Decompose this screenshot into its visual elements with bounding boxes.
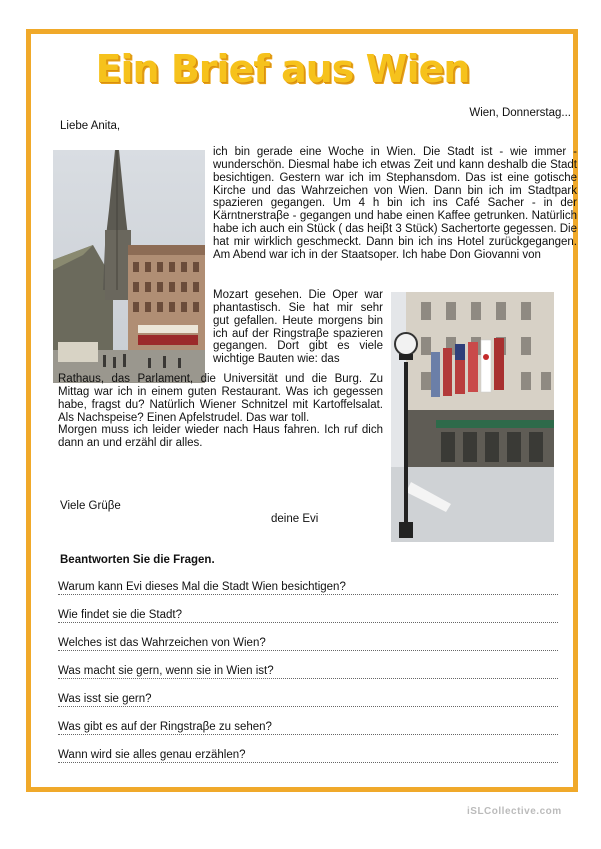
question-item [58,609,558,637]
question-item [58,665,558,693]
question-item [58,637,558,665]
ringstrasse-hotel-photo [391,292,554,542]
answer-line[interactable] [58,762,558,763]
answer-line[interactable] [58,706,558,707]
letter-closing: Viele Grüβe [60,500,121,512]
letter-paragraph-1: ich bin gerade eine Woche in Wien. Die Stadt ist - wie immer - wunderschön. Diesmal habe ich etwas Zeit und kann deshalb die Stadt besichtigen. Gestern war ich im Stephansdom. Das ist eine gotische Kirche und das Wahrzeichen von Wien. Dann bin ich im Stadtpark spazieren gegangen. Um 4 h bin ich ins Café Sacher - in der Kärntnerstraβe - gegangen und habe einen Kaffee getrunken. Natürlich habe ich auch ein Stück ( das heiβt 3 Stück) Sachertorte gegessen. Die hat mir wirklich geschmeckt. Dann bin ich ins Hotel zurückgegangen. Am Abend war ich in der Staatsoper. Ich habe Don Giovanni von [213,146,577,261]
stephansdom-photo [53,150,205,383]
answer-line[interactable] [58,678,558,679]
question-item [58,581,558,609]
answer-line[interactable] [58,650,558,651]
letter-paragraph-3-text: Rathaus, das Parlament, die Universität und die Burg. Zu Mittag war ich in einem guten Restaurant. Was ich gegessen habe, fragst du? Natürlich Wiener Schnitzel mit Kartoffelsalat. Als Nachspeise? Einen Apfelstrudel. Das war toll. [58,373,383,424]
place-date: Wien, Donnerstag... [469,107,571,119]
answer-line[interactable] [58,594,558,595]
worksheet-title: Ein Brief aus Wien [95,47,470,91]
question-list [58,581,558,777]
letter-greeting: Liebe Anita, [60,120,121,132]
question-text: Was macht sie gern, wenn sie in Wien ist? [58,665,274,677]
question-text: Was gibt es auf der Ringstraβe zu sehen? [58,721,272,733]
letter-signature: deine Evi [271,513,319,525]
question-item [58,721,558,749]
question-item [58,693,558,721]
question-text: Wann wird sie alles genau erzählen? [58,749,246,761]
letter-paragraph-3 [58,373,383,450]
letter-paragraph-2: Mozart gesehen. Die Oper war phantastisch. Sie hat mir sehr gut gefallen. Heute morgens bin ich auf der Ringstraβe spazieren gegangen. Dort gibt es viele wichtige Bauten wie: das [213,289,383,366]
question-text: Welches ist das Wahrzeichen von Wien? [58,637,266,649]
watermark: iSLCollective.com [467,806,562,817]
question-item [58,749,558,777]
questions-heading: Beantworten Sie die Fragen. [60,554,215,566]
letter-paragraph-4-text: Morgen muss ich leider wieder nach Haus fahren. Ich ruf dich dann an und erzähl dir alles. [58,424,383,450]
question-text: Warum kann Evi dieses Mal die Stadt Wien besichtigen? [58,581,346,593]
question-text: Wie findet sie die Stadt? [58,609,183,621]
question-text: Was isst sie gern? [58,693,152,705]
answer-line[interactable] [58,734,558,735]
answer-line[interactable] [58,622,558,623]
